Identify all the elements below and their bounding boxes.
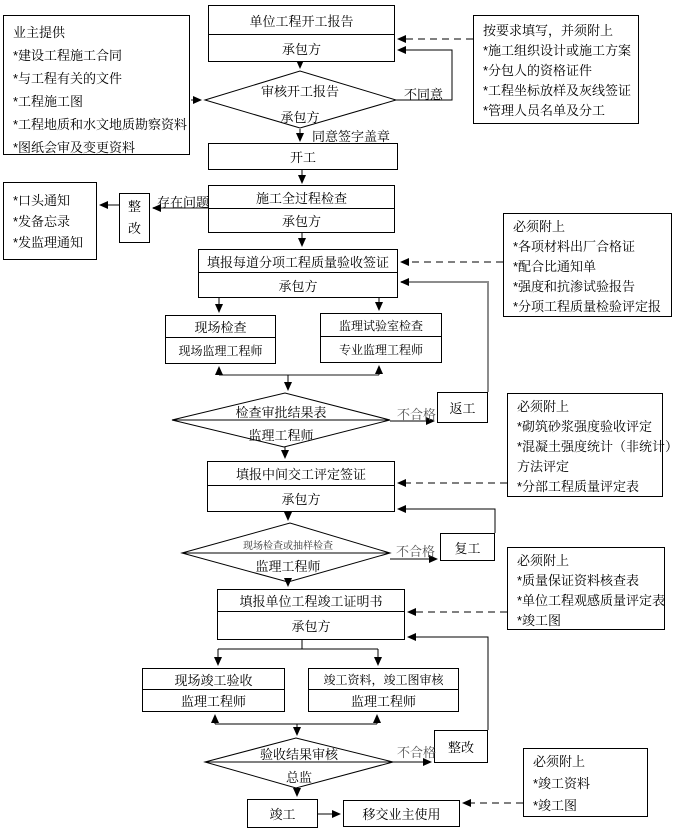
label-agree-sign: 同意签字盖章 — [312, 129, 391, 144]
node-completion: 竣工 — [247, 799, 318, 828]
acceptance-review-title: 验收结果审核 — [259, 747, 338, 762]
review-report-role: 承包方 — [280, 110, 320, 125]
note-item: 方法评定 — [517, 459, 570, 474]
note-item: *管理人员名单及分工 — [483, 103, 606, 118]
note-must-attach-evaluation — [507, 393, 679, 497]
review-report-title: 审核开工报告 — [260, 84, 339, 99]
label-fail-resume: 不合格 — [396, 544, 436, 559]
node-fill-subitem-cert — [198, 249, 398, 298]
note-item: *分包人的资格证件 — [483, 63, 593, 78]
note-item: *口头通知 — [13, 193, 71, 208]
node-full-process-check — [208, 185, 395, 233]
note-title: 必须附上 — [533, 754, 586, 769]
node-rectify-top — [119, 193, 150, 243]
note-item: *砌筑砂浆强度验收评定 — [517, 419, 653, 434]
node-lab-check — [320, 313, 442, 363]
node-title: 施工全过程检查 — [209, 186, 394, 209]
site-or-sampling-title: 现场检查或抽样检查 — [243, 541, 333, 552]
acceptance-review-role: 总监 — [285, 770, 312, 785]
node-fill-intermediate-cert — [207, 461, 395, 512]
node-fill-completion-cert — [217, 589, 405, 640]
note-item: *施工组织设计或施工方案 — [483, 43, 632, 58]
node-role: 监理工程师 — [180, 694, 246, 709]
resume-return — [398, 509, 495, 533]
note-item: *混凝土强度统计（非统计） — [517, 439, 679, 454]
node-role: 承包方 — [278, 278, 318, 294]
label-fail-rework: 不合格 — [397, 407, 437, 422]
note-item: *工程施工图 — [13, 94, 84, 109]
node-role: 现场监理工程师 — [178, 344, 263, 358]
note-must-attach-completion — [523, 748, 648, 817]
note-item: *竣工资料 — [533, 776, 591, 791]
note-item: *工程地质和水文地质勘察资料 — [13, 117, 188, 132]
note-item: *分部工程质量评定表 — [517, 479, 640, 494]
node-start-work: 开工 — [208, 143, 398, 170]
node-site-completion-acceptance — [142, 668, 285, 712]
node-title: 单位工程开工报告 — [209, 6, 394, 35]
node-label: 整改 — [127, 199, 141, 236]
review-result-role: 监理工程师 — [248, 428, 314, 443]
node-resume-work: 复工 — [440, 533, 495, 561]
note-item: *竣工图 — [533, 798, 578, 813]
label-fail-rectify: 不合格 — [397, 745, 437, 760]
note-must-attach-materials — [503, 213, 672, 317]
note-item: *强度和抗渗试验报告 — [513, 279, 636, 294]
node-title: 监理试验室检查 — [321, 314, 441, 337]
node-site-check — [165, 315, 276, 364]
note-title: 按要求填写，并须附上 — [483, 23, 614, 38]
node-title: 现场竣工验收 — [143, 669, 284, 690]
site-or-sampling-role: 监理工程师 — [255, 559, 321, 574]
note-title: 必须附上 — [517, 399, 570, 414]
note-item: *配合比通知单 — [513, 259, 597, 274]
note-owner-provides — [3, 15, 190, 155]
node-role: 监理工程师 — [350, 694, 416, 709]
node-rectify-bottom: 整改 — [434, 730, 488, 763]
note-item: *发备忘录 — [13, 214, 71, 229]
note-title: 业主提供 — [13, 25, 66, 40]
note-item: *图纸会审及变更资料 — [13, 140, 136, 155]
node-handover: 移交业主使用 — [343, 800, 460, 827]
node-title: 填报单位工程竣工证明书 — [218, 590, 404, 612]
acceptance-review-diamond — [205, 738, 393, 788]
note-item: *质量保证资料核查表 — [517, 573, 640, 588]
note-notices — [3, 182, 97, 260]
node-start-report — [208, 5, 395, 62]
review-result-title: 检查审批结果表 — [235, 405, 327, 420]
node-role: 承包方 — [281, 492, 321, 507]
node-title: 现场检查 — [166, 316, 275, 338]
note-item: *发监理通知 — [13, 235, 84, 250]
node-title: 填报每道分项工程质量验收签证 — [199, 250, 397, 273]
node-title: 填报中间交工评定签证 — [208, 462, 394, 486]
note-item: *建设工程施工合同 — [13, 48, 123, 63]
node-completion-data-review — [308, 668, 459, 712]
note-title: 必须附上 — [513, 219, 566, 234]
note-item: *分项工程质量检验评定报 — [513, 299, 662, 314]
note-fill-requirements — [473, 15, 639, 124]
note-item: *单位工程观感质量评定表 — [517, 593, 666, 608]
node-rework: 返工 — [437, 392, 488, 423]
review-report-diamond — [205, 71, 396, 128]
note-item: *工程坐标放样及灰线签证 — [483, 83, 632, 98]
node-role: 专业监理工程师 — [338, 343, 423, 357]
node-role: 承包方 — [291, 619, 331, 634]
note-title: 必须附上 — [517, 553, 570, 568]
label-disagree: 不同意 — [404, 87, 444, 102]
note-item: *竣工图 — [517, 613, 562, 628]
node-role: 承包方 — [281, 41, 321, 57]
node-title: 竣工资料，竣工图审核 — [309, 669, 458, 690]
label-problem: 存在问题 — [157, 195, 210, 210]
note-item: *各项材料出厂合格证 — [513, 239, 636, 254]
node-role: 承包方 — [281, 214, 321, 229]
note-item: *与工程有关的文件 — [13, 71, 123, 86]
note-must-attach-quality — [507, 547, 665, 630]
